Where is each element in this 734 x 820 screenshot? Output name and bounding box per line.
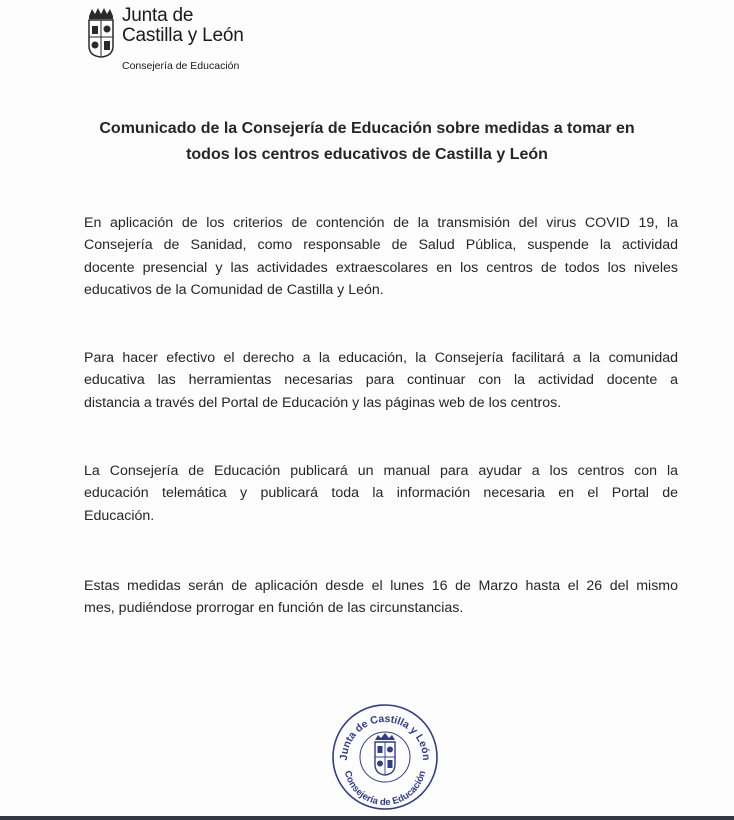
stamp-top-text: Junta de Castilla y León: [337, 712, 433, 761]
paragraph-line: Consejería de Sanidad, como responsable de Salud Pública, suspende la actividad: [84, 237, 678, 254]
paragraph-line: educación telemática y publicará toda la información necesaria en el Portal de: [84, 485, 678, 502]
paragraph-line: docente presencial y las actividades extraescolares en los centros de todos los niveles: [84, 259, 678, 276]
title-line-1: Comunicado de la Consejería de Educación sobre medidas a tomar en: [99, 120, 635, 137]
org-name-line-2: Castilla y León: [122, 25, 244, 46]
organization-department: Consejería de Educación: [122, 60, 240, 72]
paragraph-line: educativa las herramientas necesarias para continuar con la actividad docente a: [84, 372, 678, 389]
coat-of-arms-logo-icon: [86, 6, 116, 58]
paragraph-line: distancia a través del Portal de Educación y las páginas web de los centros.: [84, 394, 562, 411]
document-title: [60, 116, 674, 168]
official-stamp-icon: [330, 702, 440, 812]
paragraph-4: [84, 575, 678, 620]
paragraph-line: Estas medidas serán de aplicación desde el lunes 16 de Marzo hasta el 26 del mismo: [84, 578, 678, 594]
paragraph-2: [84, 347, 678, 414]
paragraph-3: [84, 460, 678, 527]
title-line-2: todos los centros educativos de Castilla y León: [186, 146, 548, 163]
paragraph-line: Educación.: [84, 507, 155, 524]
organization-name: [122, 6, 244, 46]
paragraph-line: mes, pudiéndose prorrogar en función de las circunstancias.: [84, 600, 464, 617]
paragraph-1: [84, 212, 678, 301]
stamp-bottom-text: Consejería de Educación: [341, 769, 429, 809]
paragraph-line: En aplicación de los criterios de contención de la transmisión del virus COVID 19, la: [84, 215, 678, 231]
org-name-line-1: Junta de: [122, 5, 194, 26]
paragraph-line: educativos de la Comunidad de Castilla y León.: [84, 281, 384, 298]
bottom-edge-band: [0, 816, 734, 820]
paragraph-line: La Consejería de Educación publicará un manual para ayudar a los centros con la: [84, 463, 678, 479]
paragraph-line: Para hacer efectivo el derecho a la educación, la Consejería facilitará a la comunidad: [84, 350, 678, 366]
